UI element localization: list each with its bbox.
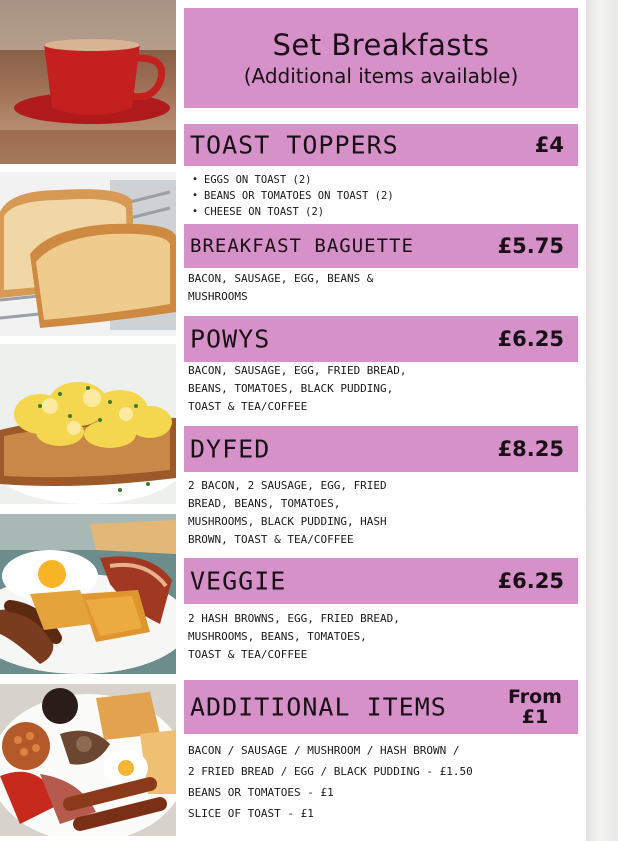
description-line: BACON, SAUSAGE, EGG, BEANS & (188, 272, 374, 285)
section-header-veggie (184, 558, 578, 604)
description-line: SLICE OF TOAST - £1 (188, 807, 314, 820)
description-line: BACON / SAUSAGE / MUSHROOM / HASH BROWN / (188, 744, 460, 757)
page-subtitle: (Additional items available) (243, 64, 519, 88)
section-description-dyfed (188, 477, 574, 549)
description-line: MUSHROOMS (188, 290, 248, 303)
fried-breakfast-photo (0, 514, 176, 674)
section-name: DYFED (190, 434, 271, 464)
section-description-powys (188, 362, 574, 416)
price-from-label: From (508, 686, 562, 708)
list-item: • EGGS ON TOAST (2) (188, 172, 574, 188)
description-line: 2 HASH BROWNS, EGG, FRIED BREAD, (188, 612, 400, 625)
description-line: BEANS OR TOMATOES - £1 (188, 786, 334, 799)
section-price (508, 687, 562, 727)
section-price: £6.25 (497, 569, 564, 593)
list-item: • CHEESE ON TOAST (2) (188, 204, 574, 220)
section-price: £5.75 (497, 234, 564, 258)
scrambled-egg-on-toast-photo (0, 344, 176, 504)
description-line: BACON, SAUSAGE, EGG, FRIED BREAD, (188, 364, 407, 377)
photo-column (0, 0, 176, 841)
section-header-powys (184, 316, 578, 362)
description-line: MUSHROOMS, BLACK PUDDING, HASH (188, 515, 387, 528)
coffee-cup-photo (0, 0, 176, 164)
section-header-toast-toppers (184, 124, 578, 166)
description-line: BREAD, BEANS, TOMATOES, (188, 497, 341, 510)
toast-photo (0, 172, 176, 336)
section-description-veggie (188, 610, 574, 664)
section-header-breakfast-baguette (184, 224, 578, 268)
section-header-dyfed (184, 426, 578, 472)
page-title: Set Breakfasts (272, 28, 490, 62)
full-breakfast-photo (0, 684, 176, 836)
description-line: BEANS, TOMATOES, BLACK PUDDING, (188, 382, 394, 395)
description-line: TOAST & TEA/COFFEE (188, 648, 308, 661)
menu-header (184, 8, 578, 108)
section-price: £6.25 (497, 327, 564, 351)
description-line: 2 FRIED BREAD / EGG / BLACK PUDDING - £1.50 (188, 765, 473, 778)
section-name: POWYS (190, 324, 271, 354)
description-line: MUSHROOMS, BEANS, TOMATOES, (188, 630, 367, 643)
section-price: £8.25 (497, 437, 564, 461)
section-name: TOAST TOPPERS (190, 130, 399, 160)
section-description-breakfast-baguette (188, 270, 574, 306)
price-value: £1 (521, 706, 549, 728)
section-description-additional-items (188, 740, 574, 824)
section-name: VEGGIE (190, 566, 287, 596)
section-name: BREAKFAST BAGUETTE (190, 235, 414, 257)
page-edge (586, 0, 618, 841)
list-item: • BEANS OR TOMATOES ON TOAST (2) (188, 188, 574, 204)
description-line: TOAST & TEA/COFFEE (188, 400, 308, 413)
section-price: £4 (534, 133, 564, 157)
description-line: BROWN, TOAST & TEA/COFFEE (188, 533, 354, 546)
section-description-toast-toppers (188, 172, 574, 220)
section-header-additional-items (184, 680, 578, 734)
section-name: ADDITIONAL ITEMS (190, 692, 447, 722)
description-line: 2 BACON, 2 SAUSAGE, EGG, FRIED (188, 479, 387, 492)
